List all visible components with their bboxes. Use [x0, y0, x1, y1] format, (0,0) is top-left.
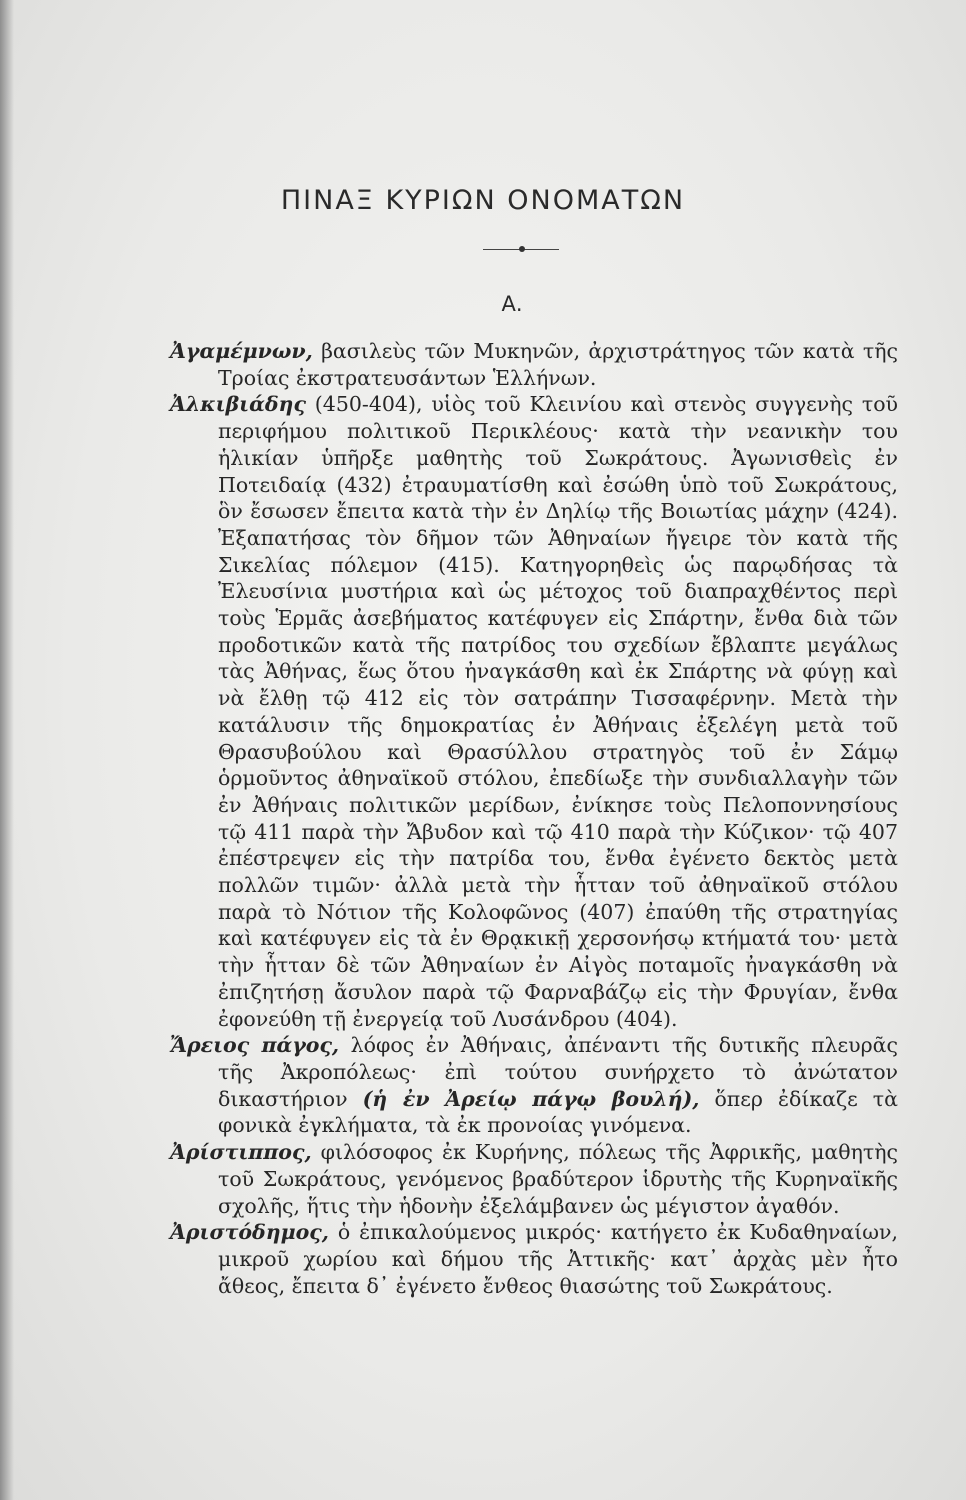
- entry-inner-headword: (ἡ ἐν Ἀρείῳ πάγῳ βουλή),: [362, 1086, 700, 1111]
- index-entry-aristippos: [170, 1139, 898, 1219]
- spine-shadow: [0, 0, 14, 1500]
- index-entry-aristodemos: [170, 1219, 898, 1299]
- entry-text-after: ὅπερ ἐδίκαζε τὰ φονικὰ ἐγκλήματα, τὰ ἐκ προνοίας γινόμενα.: [218, 1086, 898, 1138]
- entry-text: ὁ ἐπικαλούμενος μικρός· κατήγετο ἐκ Κυδαθηναίων, μικροῦ χωρίου καὶ δήμου τῆς Ἀττικῆς· κατ᾽ ἀρχὰς μὲν ἦτο ἄθεος, ἔπειτα δ᾽ ἐγένετο ἔνθεος θιασώτης τοῦ Σωκράτους.: [218, 1220, 898, 1298]
- entry-headword: Ἀλκιβιάδης: [170, 392, 306, 417]
- entry-headword: Ἄρειος πάγος,: [170, 1033, 340, 1058]
- entry-text: (450-404), υἱὸς τοῦ Κλεινίου καὶ στενὸς συγγενὴς τοῦ περιφήμου πολιτικοῦ Περικλέους· κατὰ τὴν νεανικὴν του ἡλικίαν ὑπῆρξε μαθητὴς τοῦ Σωκράτους. Ἀγωνισθεὶς ἐν Ποτειδαίᾳ (432) ἐτραυματίσθη καὶ ἐσώθη ὑπὸ τοῦ Σωκράτους, ὃν ἔσωσεν ἔπειτα κατὰ τὴν ἐν Δηλίῳ τῆς Βοιωτίας μάχην (424). Ἐξαπατήσας τὸν δῆμον τῶν Ἀθηναίων ἤγειρε τὸν κατὰ τῆς Σικελίας πόλεμον (415). Κατηγορηθεὶς ὡς παρῳδήσας τὰ Ἐλευσίνια μυστήρια καὶ ὡς μέτοχος τοῦ διαπραχθέντος περὶ τοὺς Ἑρμᾶς ἀσεβήματος κατέφυγεν εἰς Σπάρτην, ἔνθα διὰ τῶν προδοτικῶν κατὰ τῆς πατρίδος του σχεδίων ἔβλαπτε μεγάλως τὰς Ἀθήνας, ἕως ὅτου ἠναγκάσθη καὶ ἐκ Σπάρτης νὰ φύγῃ καὶ νὰ ἔλθῃ τῷ 412 εἰς τὸν σατράπην Τισσαφέρνην. Μετὰ τὴν κατάλυσιν τῆς δημοκρατίας ἐν Ἀθήναις ἐξελέγη μετὰ τοῦ Θρασυβούλου καὶ Θρασύλλου στρατηγὸς τοῦ ἐν Σάμῳ ὁρμοῦντος ἀθηναϊκοῦ στόλου, ἐπεδίωξε τὴν συνδιαλλαγὴν τῶν ἐν Ἀθήναις πολιτικῶν μερίδων, ἐνίκησε τοὺς Πελοποννησίους τῷ 411 παρὰ τὴν Ἄβυδον καὶ τῷ 410 παρὰ τὴν Κύζικον· τῷ 407 ἐπέστρεψεν εἰς τὴν πατρίδα του, ἔνθα ἐγένετο δεκτὸς μετὰ πολλῶν τιμῶν· ἀλλὰ μετὰ τὴν ἧτταν τοῦ ἀθηναϊκοῦ στόλου παρὰ τὸ Νότιον τῆς Κολοφῶνος (407) ἐπαύθη τῆς στρατηγίας καὶ κατέφυγεν εἰς τὰ ἐν Θρᾳκικῇ χερσονήσῳ κτήματά του· μετὰ τὴν ἧτταν δὲ τῶν Ἀθηναίων ἐν Αἰγὸς ποταμοῖς ἠναγκάσθη νὰ ἐπιζητήσῃ ἄσυλον παρὰ τῷ Φαρναβάζῳ εἰς τὴν Φρυγίαν, ἔνθα ἐφονεύθη τῇ ἐνεργείᾳ τοῦ Λυσάνδρου (404).: [218, 392, 898, 1031]
- index-entry-areios-pagos: [170, 1032, 898, 1139]
- entry-text: λόφος ἐν Ἀθήναις, ἀπέναντι τῆς δυτικῆς πλευρᾶς τῆς Ἀκροπόλεως· ἐπὶ τούτου συνήρχετο τὸ ἀνώτατον δικαστήριον: [218, 1033, 898, 1111]
- index-entry-agamemnon: [170, 338, 898, 391]
- entry-text: φιλόσοφος ἐκ Κυρήνης, πόλεως τῆς Ἀφρικῆς, μαθητὴς τοῦ Σωκράτους, γενόμενος βραδύτερον ἱδρυτὴς τῆς Κυρηναϊκῆς σχολῆς, ἥτις τὴν ἡδονὴν ἐξελάμβανεν ὡς μέγιστον ἀγαθόν.: [218, 1140, 898, 1218]
- section-letter: Α.: [501, 292, 523, 316]
- entry-headword: Ἀρίστιππος,: [170, 1140, 312, 1165]
- index-entry-alkibiades: [170, 391, 898, 1032]
- index-entries: [170, 338, 898, 1299]
- page-title: ΠΙΝΑΞ ΚΥΡΙΩΝ ΟΝΟΜΑΤΩΝ: [280, 185, 686, 216]
- title-rule-ornament: [519, 246, 525, 252]
- entry-headword: Ἀριστόδημος,: [170, 1220, 329, 1245]
- entry-text: βασιλεὺς τῶν Μυκηνῶν, ἀρχιστράτηγος τῶν κατὰ τῆς Τροίας ἐκστρατευσάντων Ἑλλήνων.: [218, 339, 898, 390]
- entry-headword: Ἀγαμέμνων,: [170, 339, 313, 363]
